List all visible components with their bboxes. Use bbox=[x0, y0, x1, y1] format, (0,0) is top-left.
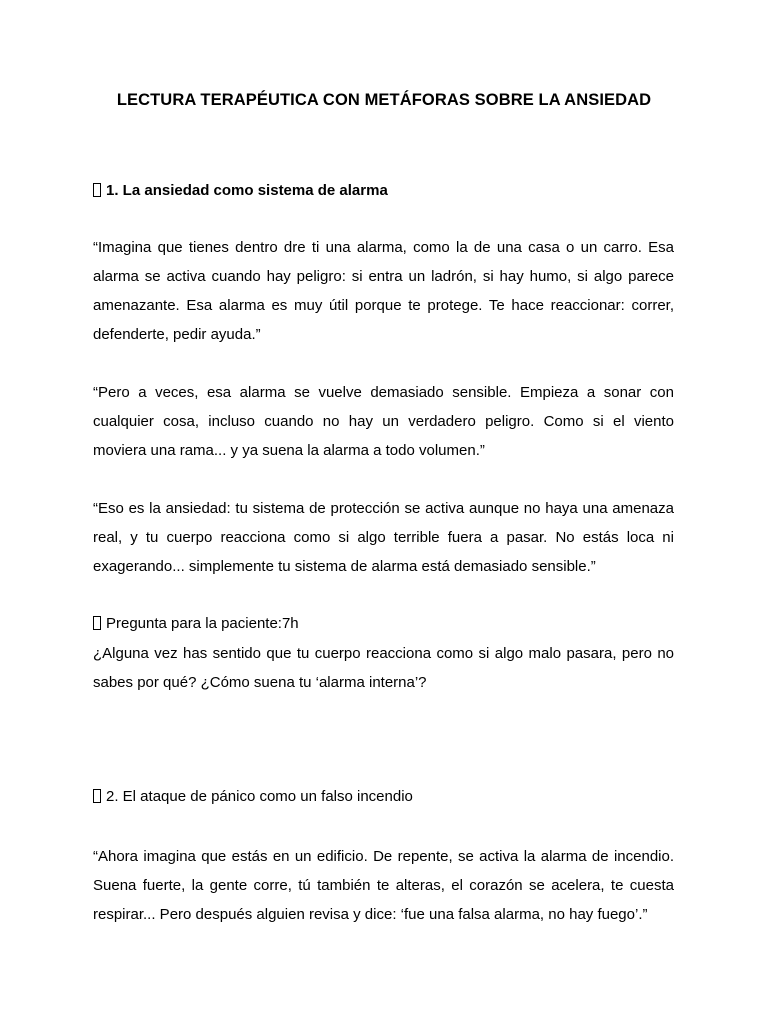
paragraph-line: ¿Alguna vez has sentido que tu cuerpo reacciona como si algo malo pasara, pero no bbox=[93, 645, 674, 662]
section-1-heading-text: 1. La ansiedad como sistema de alarma bbox=[106, 182, 388, 199]
missing-glyph-icon bbox=[93, 183, 101, 197]
paragraph-line: amenazante. Esa alarma es muy útil porque te protege. Te hace reaccionar: correr, bbox=[93, 297, 674, 314]
paragraph-line: respirar... Pero después alguien revisa y dice: ‘fue una falsa alarma, no hay fuego’.” bbox=[93, 906, 648, 923]
paragraph-line: exagerando... simplemente tu sistema de alarma está demasiado sensible.” bbox=[93, 558, 596, 575]
section-1-paragraph-3 bbox=[93, 494, 674, 581]
paragraph-line: real, y tu cuerpo reacciona como si algo terrible fuera a pasar. No estás loca ni bbox=[93, 529, 674, 546]
missing-glyph-icon bbox=[93, 616, 101, 630]
section-1-paragraph-2 bbox=[93, 378, 674, 465]
section-2-heading-text: 2. El ataque de pánico como un falso incendio bbox=[106, 788, 413, 805]
section-1-paragraph-1 bbox=[93, 233, 674, 349]
paragraph-line: “Imagina que tienes dentro dre ti una alarma, como la de una casa o un carro. Esa bbox=[93, 239, 674, 256]
section-2-paragraph-1 bbox=[93, 842, 674, 929]
paragraph-line: cualquier cosa, incluso cuando no hay un verdadero peligro. Como si el viento bbox=[93, 413, 674, 430]
section-1-heading bbox=[93, 180, 683, 202]
paragraph-line: “Eso es la ansiedad: tu sistema de protección se activa aunque no haya una amenaza bbox=[93, 500, 674, 517]
question-label-text: Pregunta para la paciente:7h bbox=[106, 615, 299, 632]
paragraph-line: moviera una rama... y ya suena la alarma a todo volumen.” bbox=[93, 442, 485, 459]
paragraph-line: Suena fuerte, la gente corre, tú también te alteras, el corazón se acelera, te cuesta bbox=[93, 877, 674, 894]
paragraph-line: “Pero a veces, esa alarma se vuelve demasiado sensible. Empieza a sonar con bbox=[93, 384, 674, 401]
question-paragraph bbox=[93, 639, 674, 697]
paragraph-line: “Ahora imagina que estás en un edificio. De repente, se activa la alarma de incendio. bbox=[93, 848, 674, 865]
missing-glyph-icon bbox=[93, 789, 101, 803]
paragraph-line: defenderte, pedir ayuda.” bbox=[93, 326, 261, 343]
document-title: LECTURA TERAPÉUTICA CON METÁFORAS SOBRE LA ANSIEDAD bbox=[116, 91, 652, 109]
paragraph-line: alarma se activa cuando hay peligro: si entra un ladrón, si hay humo, si algo parece bbox=[93, 268, 674, 285]
question-label bbox=[93, 613, 683, 635]
section-2-heading bbox=[93, 786, 683, 808]
paragraph-line: sabes por qué? ¿Cómo suena tu ‘alarma interna’? bbox=[93, 674, 427, 691]
